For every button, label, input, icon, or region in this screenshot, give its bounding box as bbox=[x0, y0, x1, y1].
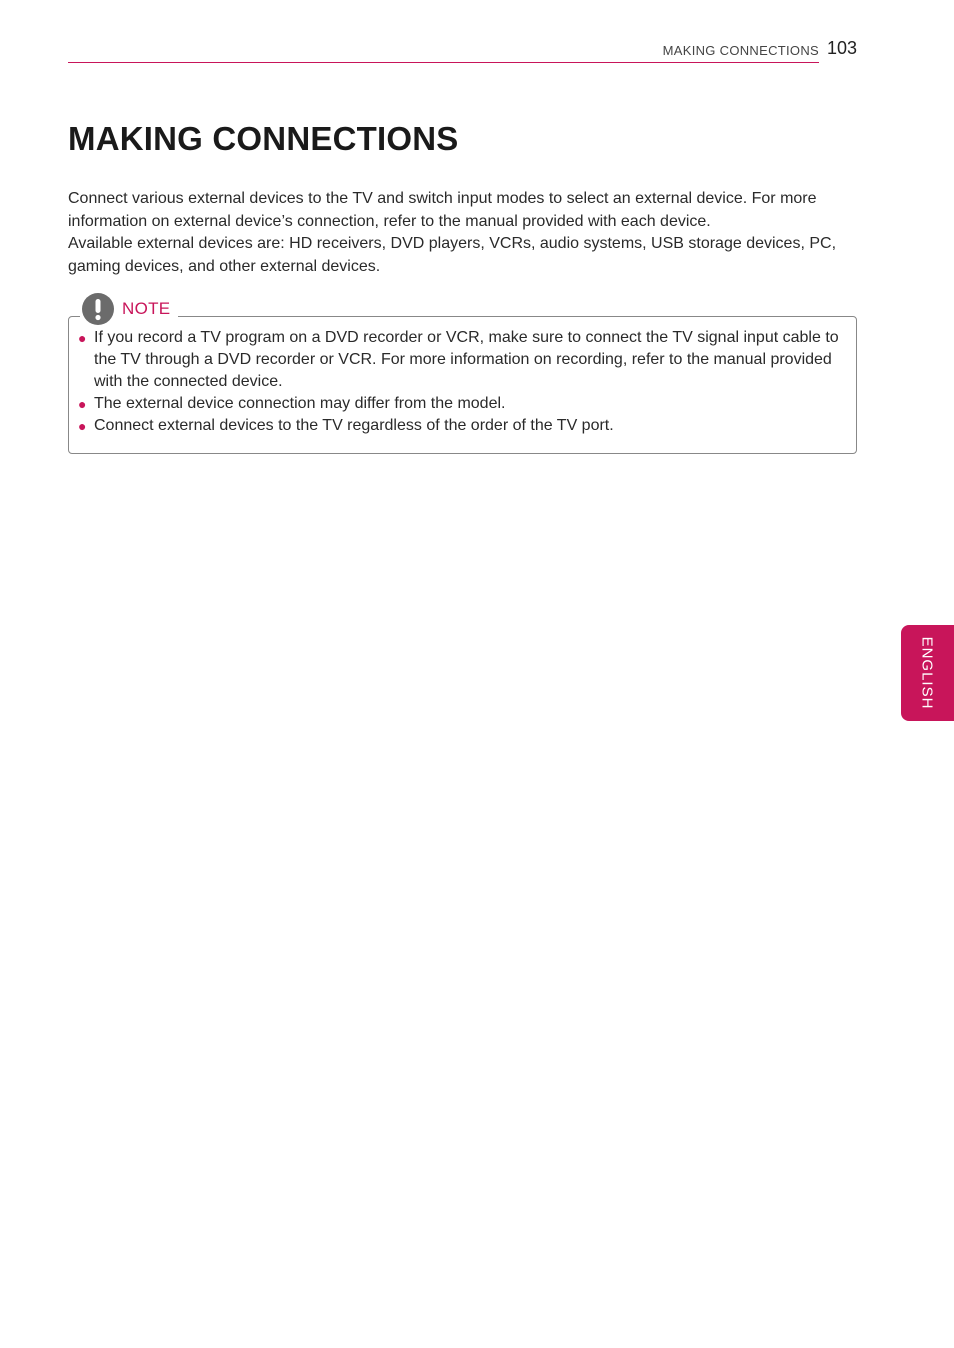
header-section-title: MAKING CONNECTIONS bbox=[662, 43, 819, 58]
bullet-icon: ● bbox=[78, 330, 87, 346]
list-item bbox=[78, 415, 848, 437]
note-item-text: If you record a TV program on a DVD recorder or VCR, make sure to connect the TV signal input cable to the TV through a DVD recorder or VCR. For more information on recording, refer to the manual provided with the connected device. bbox=[94, 329, 839, 390]
note-header bbox=[80, 292, 178, 326]
note-label: NOTE bbox=[122, 299, 171, 318]
page-number: 103 bbox=[827, 38, 858, 58]
language-tab bbox=[901, 625, 954, 721]
bullet-icon: ● bbox=[78, 418, 87, 434]
language-tab-label: ENGLISH bbox=[918, 636, 936, 710]
exclamation-icon bbox=[82, 293, 114, 325]
bullet-icon: ● bbox=[78, 396, 87, 412]
page-title: MAKING CONNECTIONS bbox=[68, 120, 459, 157]
list-item bbox=[78, 393, 848, 415]
intro-paragraph-1: Connect various external devices to the TV and switch input modes to select an external device. For more information on external device’s connection, refer to the manual provided with each device. bbox=[68, 190, 817, 230]
intro-text bbox=[68, 188, 860, 278]
page-header bbox=[68, 38, 819, 63]
intro-paragraph-2: Available external devices are: HD receivers, DVD players, VCRs, audio systems, USB storage devices, PC, gaming devices, and other external devices. bbox=[68, 235, 837, 275]
note-item-text: The external device connection may differ from the model. bbox=[94, 395, 506, 412]
note-item-text: Connect external devices to the TV regardless of the order of the TV port. bbox=[94, 417, 614, 434]
list-item bbox=[78, 327, 848, 393]
note-list bbox=[78, 327, 848, 437]
